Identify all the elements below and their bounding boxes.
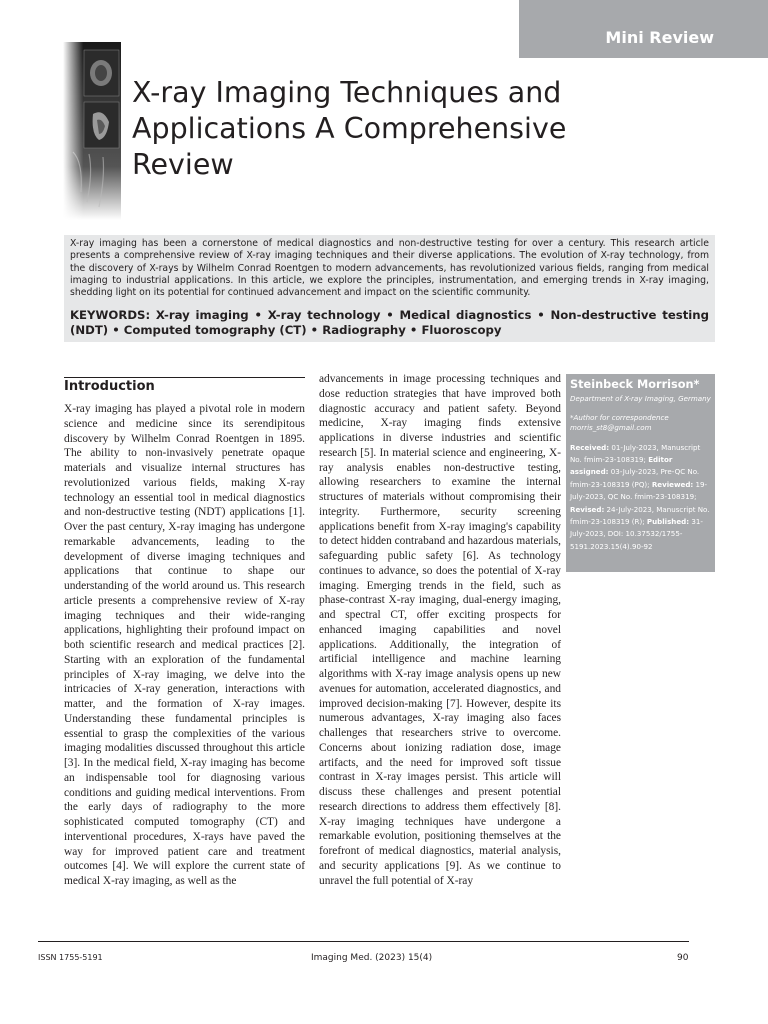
body-column-right: advancements in image processing techniques and dose reduction strategies that have improved both diagnostic accuracy and patient safety. Beyond medicine, X-ray imaging finds extensive applications in diverse industries and scientific research [5]. In material science and engineering, X-ray analysis enables non-destructive testing, allowing researchers to examine the internal structures of materials without compromising their integrity. Furthermore, security screening applications benefit from X-ray imaging's capability to detect hidden contraband and hazardous materials, safeguarding public safety [6]. As technology continues to advance, so does the potential of X-ray imaging. Emerging trends in the field, such as phase-contrast X-ray imaging, dual-energy imaging, and spectral CT, offer exciting prospects for enhanced imaging capabilities and novel applications. Additionally, the integration of artificial intelligence and machine learning algorithms with X-ray image analysis opens up new avenues for automation, accelerated diagnostics, and improved decision-making [7]. However, despite its numerous advantages, X-ray imaging also faces challenges that researchers strive to overcome. Concerns about ionizing radiation dose, image artifacts, and the need for improved soft tissue contrast in X-ray images persist. This article will discuss these challenges and present potential research directions to address them effectively [8]. X-ray imaging techniques have undergone a remarkable evolution, positioning themselves at the forefront of medical diagnostics, material analysis, and security applications [9]. As we continue to unravel the full potential of X-ray — [319, 373, 561, 887]
received-value: 01-July-2023, Manuscript No. fmim-23-108319; — [570, 442, 701, 464]
revised-value: 24-July-2023, Manuscript No. fmim-23-108319 (R); — [570, 504, 710, 526]
published-value: 31-July-2023, DOI: 10.37532/1755-5191.2023.15(4).90-92 — [570, 516, 703, 551]
abstract-box — [64, 235, 715, 342]
author-name: Steinbeck Morrison* — [570, 378, 700, 391]
footer-page-number: 90 — [677, 953, 689, 963]
abstract-text: X-ray imaging has been a cornerstone of medical diagnostics and non-destructive testing for over a century. This research article presents a comprehensive review of X-ray imaging techniques and their diverse applications. The evolution of X-ray technology, from the discovery of X-rays by Wilhelm Conrad Roentgen to modern advancements, has revolutionized various fields, ranging from medical imaging to industrial applications. In this article, we explore the principles, instrumentation, and emerging trends in X-ray imaging, shedding light on its potential for continued advancement and impact on the scientific community. — [70, 238, 709, 299]
published-label: Published: — [646, 516, 690, 526]
xray-anatomy-image — [63, 42, 121, 220]
article-title: X-ray Imaging Techniques and Applications A Comprehensive Review — [132, 76, 567, 181]
manuscript-dates — [570, 442, 711, 554]
footer-journal: Imaging Med. (2023) 15(4) — [311, 953, 433, 963]
author-info-box — [566, 374, 715, 572]
author-email: morris_st8@gmail.com — [570, 422, 652, 432]
section-divider — [64, 377, 305, 378]
received-label: Received: — [570, 442, 610, 452]
footer-divider — [38, 941, 689, 942]
reviewed-value: 19-July-2023, QC No. fmim-23-108319; — [570, 479, 708, 502]
body-column-left: X-ray imaging has played a pivotal role in modern science and medicine since its serendipitous discovery by Wilhelm Conrad Roentgen in 1895. The ability to non-invasively penetrate opaque materials and visualize internal structures has revolutionized various fields, making X-ray technology an essential tool in medical diagnostics and non-destructive testing (NDT) applications [1]. Over the past century, X-ray imaging has undergone remarkable advancements, leading to the development of diverse imaging techniques and applications that continue to shape our understanding of the world around us. This research article presents a comprehensive review of X-ray imaging techniques and their wide-ranging applications, highlighting their profound impact on both scientific research and medical practices [2]. Starting with an exploration of the fundamental principles of X-ray imaging, we delve into the intricacies of X-ray generation, interactions with matter, and the formation of X-ray images. Understanding these fundamental principles is essential to grasp the complexities of the various imaging modalities discussed throughout this article [3]. In the medical field, X-ray imaging has become an indispensable tool for diagnosing various conditions and guiding medical interventions. From the early days of radiography to the more sophisticated computed tomography (CT) and interventional procedures, X-rays have paved the way for improved patient care and treatment outcomes [4]. We will explore the current state of medical X-ray imaging, as well as the — [64, 403, 305, 887]
editor-assigned-value: 03-July-2023, Pre-QC No. fmim-23-108319 (PQ); — [570, 467, 700, 489]
correspondence — [570, 413, 711, 433]
article-type-banner — [519, 0, 768, 58]
article-type-label: Mini Review — [605, 28, 714, 47]
footer-issn: ISSN 1755-5191 — [38, 953, 103, 962]
correspondence-label: *Author for correspondence — [570, 412, 669, 422]
author-affiliation: Department of X-ray Imaging, Germany — [570, 394, 711, 403]
section-heading-introduction: Introduction — [64, 379, 155, 394]
revised-label: Revised: — [570, 504, 605, 514]
editor-assigned-label: Editor assigned: — [570, 454, 673, 477]
reviewed-label: Reviewed: — [651, 479, 694, 489]
keywords: KEYWORDS: X-ray imaging • X-ray technology • Medical diagnostics • Non-destructive testing (NDT) • Computed tomography (CT) • Radiography • Fluoroscopy — [70, 308, 709, 337]
